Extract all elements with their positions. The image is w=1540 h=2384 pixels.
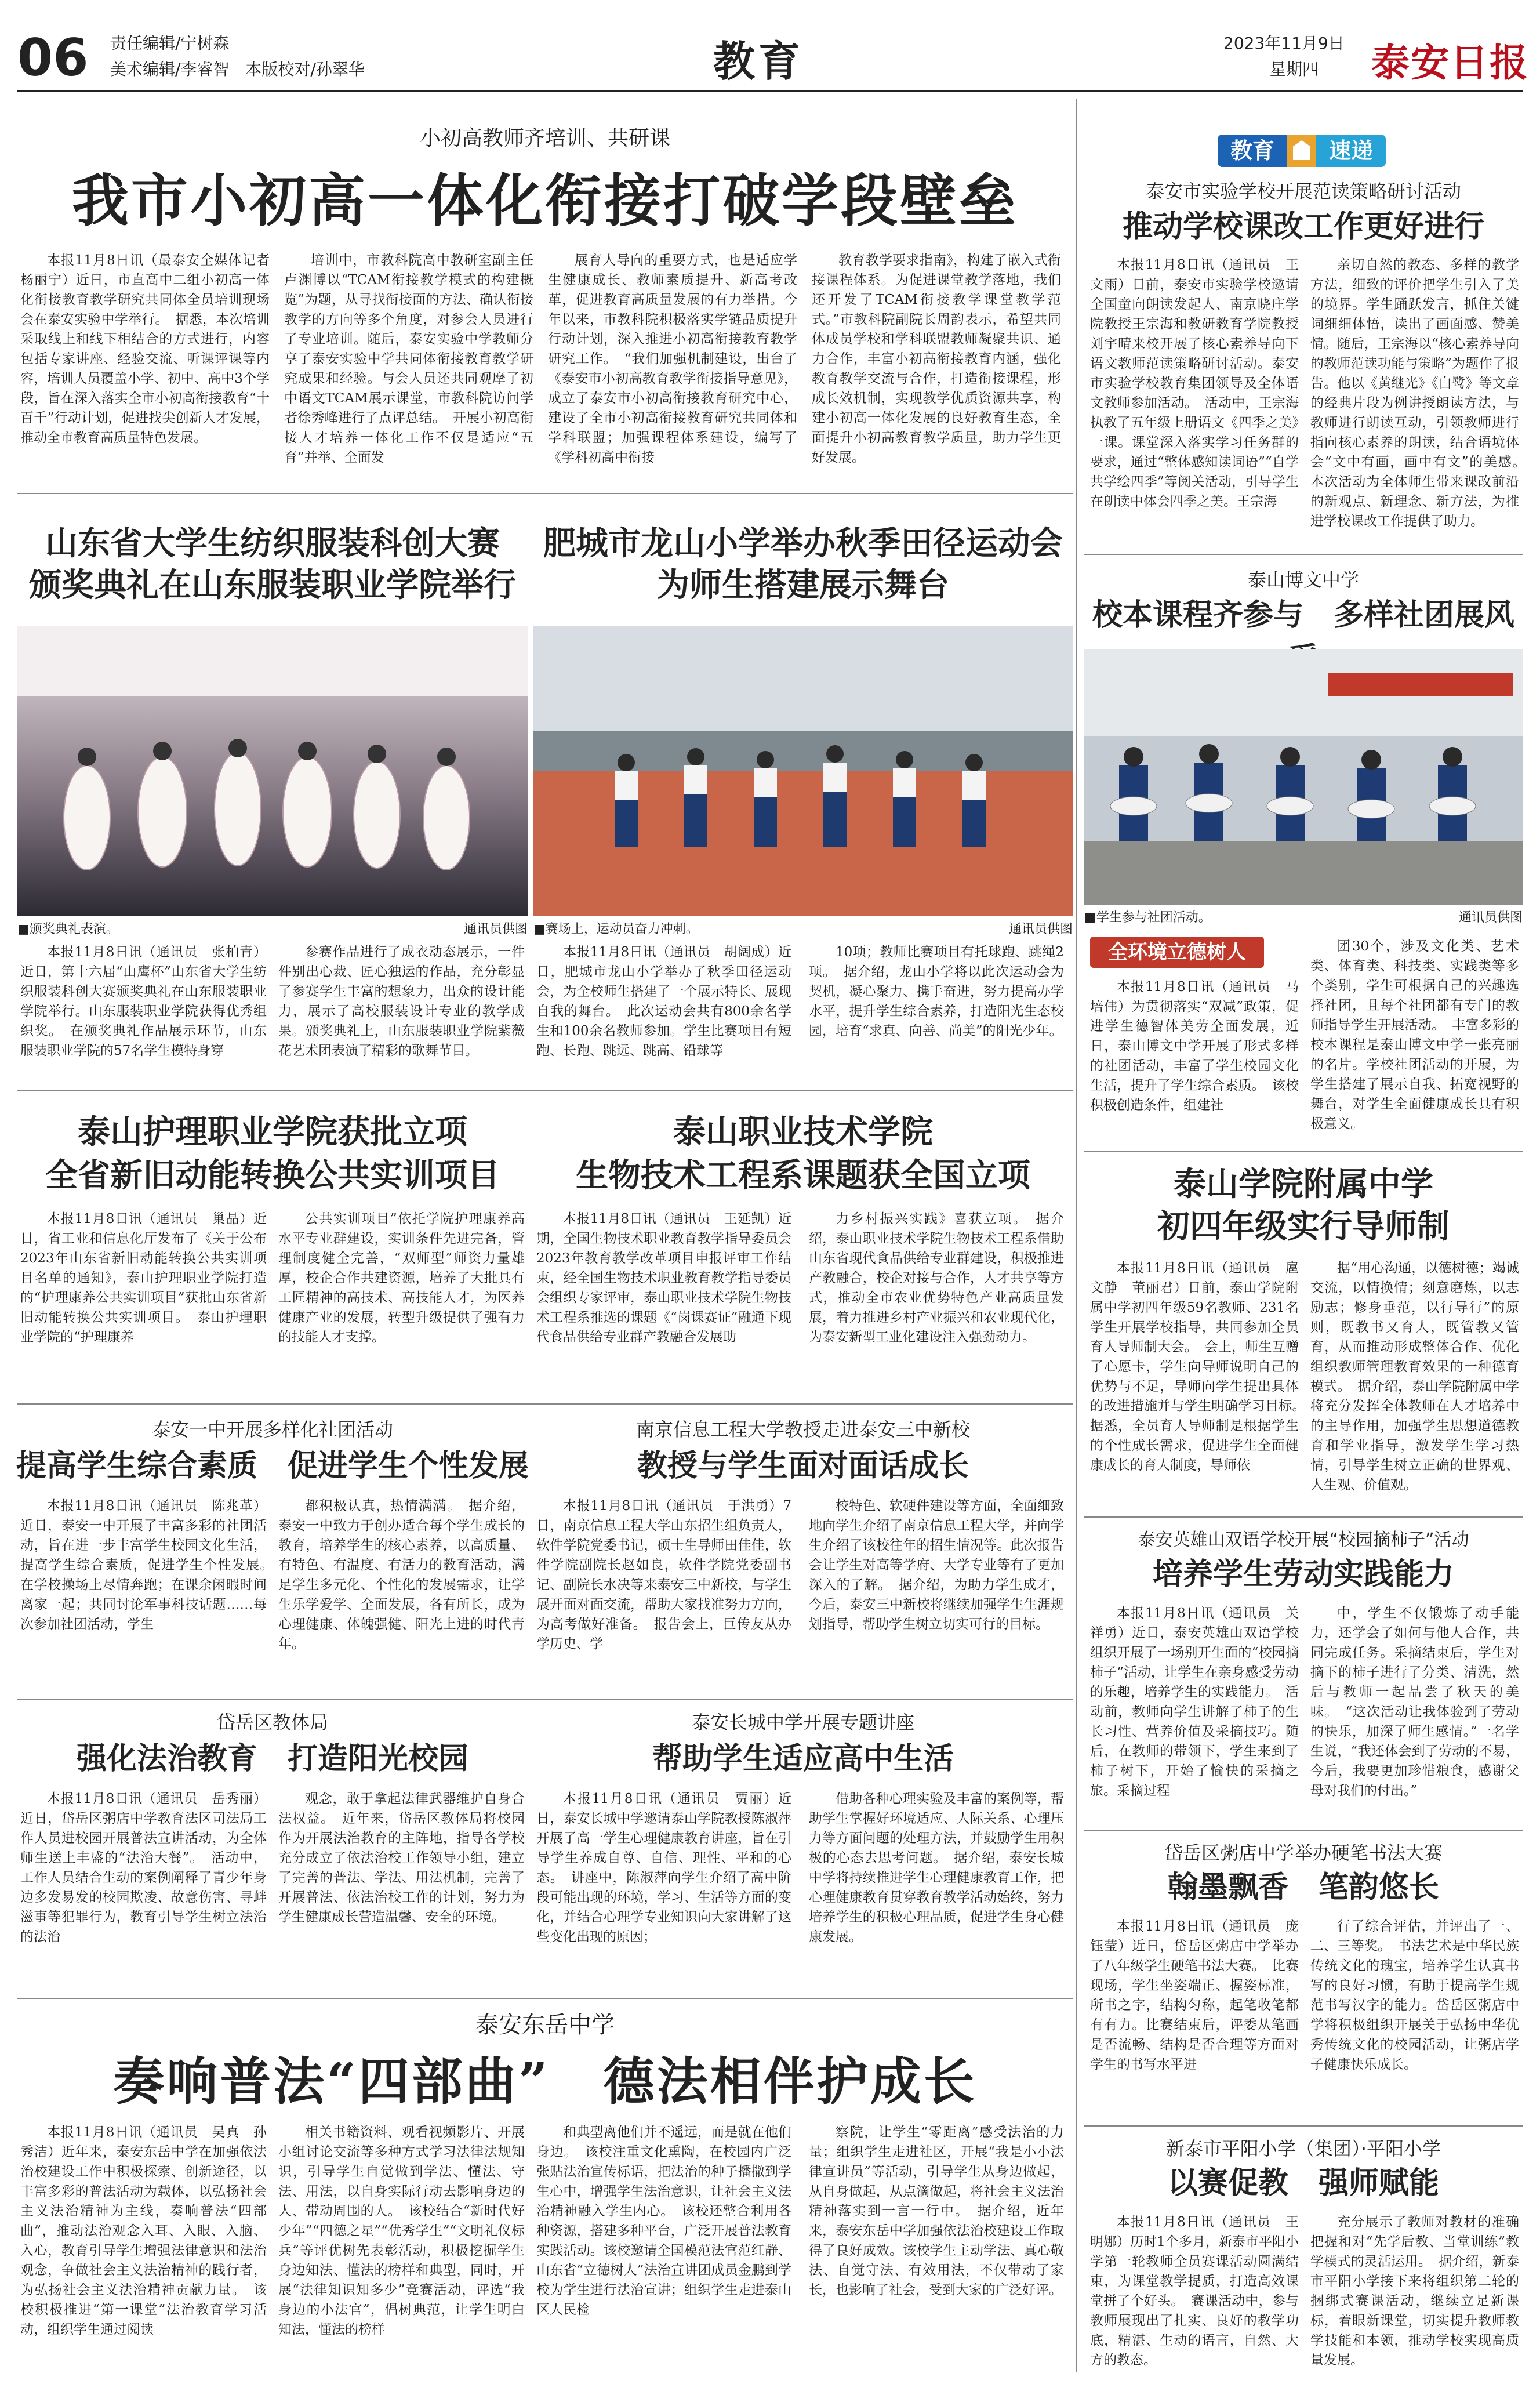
club-col-2: 都积极认真，热情满满。 据介绍，泰安一中致力于创办适合每个学生成长的教育，培养学生的核心素养，以高质量、有特色、有温度、有活力的教育活动，满足学生多元化、个性化的发展需求，让学生乐学爱学、全面发展，各有所长，成为心理健康、体魄强健、阳光上进的时代青年。 — [278, 1498, 525, 1652]
nursing-col-2: 公共实训项目”依托学院护理康养高水平专业群建设，实训条件先进完备，管理制度健全完善，“双师型”师资力量雄厚，校企合作共建资源，培养了大批具有工匠精神的高技术、高技能人才，为医养健康产业的发展，转型升级提供了强有力的技能人才支撑。 — [278, 1211, 525, 1345]
fashion-caption: ■颁奖典礼表演。 — [17, 922, 119, 937]
lead-col-4: 教育教学要求指南》，构建了嵌入式衔接课程体系。为促进课堂教学落地，我们还开发了TCAM衔接教学课堂教学范式。”市教科院副院长周韵表示，希望共同体成员学校和学科联盟教师凝聚共识、通力合作，丰富小初高衔接教育内涵，强化教育教学交流与合作，打造衔接课程，形成长效机制，实现教学优质资源共享，构建小初高一体化发展的良好教育生态，全面提升小初高教育教学质量，助力学生更好发展。 — [812, 253, 1061, 465]
club-headline: 提高学生综合素质 促进学生个性发展 — [16, 1448, 529, 1483]
sb2-col-2: 团30个，涉及文化类、艺术类、体育类、科技类、实践类等多个类别，学生可根据自己的兴趣选择社团，且每个社团都有专门的教师指导学生开展活动。 丰富多彩的校本课程是泰山博文中学一张亮丽的名片。学校社团活动的开展，为学生搭建了展示自我、拓宽视野的舞台，对学生全面健康成长具有积极意义。 — [1310, 939, 1519, 1131]
nanjing-headline: 教授与学生面对面话成长 — [637, 1448, 969, 1483]
vocational-headline-2: 生物技术工程系课题获全国立项 — [576, 1156, 1030, 1195]
sidebar-vline — [1076, 99, 1077, 2372]
lead-col-1: 本报11月8日讯（最泰安全媒体记者 杨丽宁）近日，市直高中二组小初高一体化衔接教育教学研究共同体全员培训现场会在泰安实验中学举行。 据悉，本次培训采取线上和线下相结合的方式进行，内容包括专家讲座、经验交流、听课评课等内容，培训人员覆盖小学、初中、高中3个学段，旨在深入落实全市小初高衔接教育“十百千”行动计划，促进找尖创新人才发展，推动全市教育高质量特色发展。 — [20, 253, 283, 445]
sb2-credit: 通讯员供图 — [1458, 910, 1523, 925]
sb5-col-2: 行了综合评估，并评出了一、二、三等奖。 书法艺术是中华民族传统文化的瑰宝，培养学生认真书写的良好习惯，有助于提高学生规范书写汉字的能力。岱岳区粥店中学将积极组织开展关于弘扬中华优秀传统文化的校园活动，让粥店学子健康快乐成长。 — [1310, 1919, 1519, 2072]
fashion-credit: 通讯员供图 — [463, 922, 528, 937]
sb5-headline: 翰墨飘香 笔韵悠长 — [1167, 1870, 1439, 1905]
greatwall-col-2: 借助各种心理实验及丰富的案例等，帮助学生掌握好环境适应、人际关系、心理压力等方面问题的处理方法，并鼓励学生用积极的心态去思考问题。 据介绍，泰安长城中学将持续推进学生心理健康教育工作，把心理健康教育贯穿教育教学活动始终，努力培养学生的积极心理品质，促进学生身心健康发展。 — [809, 1791, 1064, 1944]
nanjing-col-1: 本报11月8日讯（通讯员 于洪勇）7日，南京信息工程大学山东招生组负责人，软件学院党委书记，硕士生导师田佳佳，软件学院副院长赵如良，软件学院党委副书记、副院长水决等来泰安三中新校，与学生展开面对面交流，帮助大家找准努力方向，为高考做好准备。 报告会上，巨传友从办学历史、学 — [536, 1498, 791, 1652]
sb-divider-2 — [1084, 1151, 1523, 1152]
art-editor-credit: 美术编辑/李睿智 本版校对/孙翠华 — [110, 60, 365, 79]
row3-divider — [17, 1403, 1073, 1405]
dongyue-col-3: 和典型离他们并不遥远，而是就在他们身边。 该校注重文化熏陶，在校园内广泛张贴法治宣传标语，把法治的种子播撒到学生心中，增强学生法治意识，让社会主义法治精神融入学生内心。 该校还整合利用各种资源，搭建多种平台，广泛开展普法教育实践活动。该校邀请全国模范法官范红静、山东省“立德树人”法治宣讲团成员金鹏到学校为学生进行法治宣讲；组织学生走进泰山区人民检 — [536, 2125, 791, 2317]
lead-kicker: 小初高教师齐培训、共研课 — [419, 126, 670, 150]
longshan-col-1: 本报11月8日讯（通讯员 胡阔成）近日，肥城市龙山小学举办了秋季田径运动会，为全校师生搭建了一个展示特长、展现自我的舞台。 此次运动会共有800余名学生和100余名教师参加。学生比赛项目有短跑、长跑、跳远、跳高、铅球等 — [536, 945, 791, 1058]
issue-weekday: 星期四 — [1270, 60, 1319, 79]
sb4-col-1: 本报11月8日讯（通讯员 关祥勇）近日，泰安英雄山双语学校组织开展了一场别开生面的“校园摘柿子”活动，让学生在亲身感受劳动的乐趣，培养学生的实践能力。 活动前，教师向学生讲解了柿子的生长习性、营养价值及采摘技巧。随后，在教师的带领下，学生来到了柿子树下，开始了愉快的采摘之旅。采摘过程 — [1090, 1606, 1299, 1798]
sb4-kicker: 泰安英雄山双语学校开展“校园摘柿子”活动 — [1138, 1530, 1469, 1550]
page-number: 06 — [17, 28, 89, 88]
fashion-col-1: 本报11月8日讯（通讯员 张柏青）近日，第十六届“山鹰杯”山东省大学生纺织服装科创大赛颁奖典礼在山东服装职业学院举行。山东服装职业学院获得优秀组织奖。 在颁奖典礼作品展示环节，山东服装职业学院的57名学生模特身穿 — [20, 945, 267, 1058]
fashion-headline-2: 颁奖典礼在山东服装职业学院举行 — [29, 566, 516, 604]
law-col-1: 本报11月8日讯（通讯员 岳秀丽）近日，岱岳区粥店中学教育法区司法局工作人员进校园开展普法宣讲活动，为全体师生送上丰盛的“法治大餐”。 活动中，工作人员结合生动的案例阐释了青少年身边多发易发的校园欺凌、故意伤害、寻衅滋事等犯罪行为，教育引导学生树立法治的法治 — [20, 1791, 267, 1944]
longshan-credit: 通讯员供图 — [1008, 922, 1073, 937]
sb2-kicker: 泰山博文中学 — [1247, 569, 1359, 591]
edu-news-badge-right: 速递 — [1316, 135, 1386, 167]
sb3-col-1: 本报11月8日讯（通讯员 扈文静 董丽君）日前，泰山学院附属中学初四年级59名教师、231名学生开展学校指导，共同参加全员育人导师制大会。 会上，师生互赠了心愿卡，学生向导师说明自己的优势与不足，导师向学生提出具体的改进措施并与学生明确学习目标。 据悉，全员育人导师制是根据学生的个性成长需求，促进学生全面健康成长的育人制度，导师依 — [1090, 1261, 1312, 1473]
sb3-headline-2: 初四年级实行导师制 — [1157, 1207, 1450, 1246]
sb2-caption: ■学生参与社团活动。 — [1084, 910, 1211, 925]
dongyue-kicker: 泰安东岳中学 — [475, 2012, 615, 2038]
lead-col-3: 展育人导向的重要方式，也是适应学生健康成长、教师素质提升、新高考改革，促进教育高质量发展的有力举措。今年以来，市教科院积极落实学链品质提升行动计划，深入推进小初高衔接教育教学研究工作。 “我们加强机制建设，出台了《泰安市小初高教育教学衔接指导意见》，成立了泰安市小初高衔接教育研究中心，建设了全市小初高衔接教育研究共同体和学科联盟；加强课程体系建设，编写了《学科初高中衔接 — [548, 253, 797, 465]
club-kicker: 泰安一中开展多样化社团活动 — [151, 1418, 393, 1440]
nursing-headline-1: 泰山护理职业学院获批立项 — [78, 1113, 467, 1151]
greatwall-col-1: 本报11月8日讯（通讯员 贾丽）近日，泰安长城中学邀请泰山学院教授陈淑萍开展了高一学生心理健康教育讲座，旨在引导学生养成自尊、自信、理性、平和的心态。 讲座中，陈淑萍向学生介绍了高中阶段可能出现的环境，学习、生活等方面的变化，并结合心理学专业知识向大家讲解了这些变化出现的原因； — [536, 1791, 791, 1944]
sb1-headline: 推动学校课改工作更好进行 — [1122, 209, 1484, 244]
header-rule — [17, 90, 1523, 92]
sb2-banner: 全环境立德树人 — [1090, 937, 1264, 968]
longshan-headline-2: 为师生搭建展示舞台 — [657, 566, 949, 604]
nursing-headline-2: 全省新旧动能转换公共实训项目 — [45, 1156, 500, 1195]
sb6-kicker: 新泰市平阳小学（集团）·平阳小学 — [1165, 2138, 1441, 2160]
fashion-col-2: 参赛作品进行了成衣动态展示，一件件别出心裁、匠心独运的作品，充分彰显了参赛学生丰富的想象力，出众的设计能力，展示了高校服装设计专业的教学成果。颁奖典礼上，山东服装职业学院紫薇花艺术团表演了精彩的歌舞节目。 — [278, 945, 525, 1058]
law-headline: 强化法治教育 打造阳光校园 — [76, 1741, 468, 1776]
issue-date: 2023年11月9日 — [1223, 34, 1345, 53]
edu-news-badge-icon — [1287, 135, 1316, 167]
row2-divider — [17, 1090, 1073, 1091]
law-kicker: 岱岳区教体局 — [216, 1711, 328, 1733]
sb-divider-5 — [1084, 2125, 1523, 2127]
fashion-headline-1: 山东省大学生纺织服装科创大赛 — [45, 524, 500, 563]
sb1-col-1: 本报11月8日讯（通讯员 王文雨）日前，泰安市实验学校邀请全国童向朗读发起人、南京晓庄学院教授王宗海和教研教育学院教授刘宇晴来校开展了核心素养导向下语文教师范读策略研讨活动。泰安市实验学校教育集团领导及全体语文教师参加活动。 活动中，王宗海执教了五年级上册语文《四季之美》一课。课堂深入落实学习任务群的要求，通过“整体感知读词语”“自学共学绘四季”等阅关活动，引导学生在朗读中体会四季之美。王宗海 — [1090, 257, 1299, 509]
lead-col-2: 培训中，市教科院高中教研室副主任卢渊博以“TCAM衔接教学模式的构建概览”为题，从寻找衔接面的方法、确认衔接教学的方向等多个角度，对参会人员进行了专业培训。随后，泰安实验中学教师分享了泰安实验中学共同体衔接教育教学研究成果和经验。与会人员还共同观摩了初中语文TCAM展示课堂，市教科院访问学者徐秀峰进行了点评总结。 开展小初高衔接人才培养一体化工作不仅是适应“五育”并举、全面发 — [284, 253, 533, 465]
vocational-col-2: 力乡村振兴实践》喜获立项。 据介绍，泰山职业技术学院生物技术工程系借助山东省现代食品供给专业群建设，积极推进产教融合，校企对接与合作，人才共享等方式，推动全市农业优势特色产业高质量发展，着力推进乡村产业振兴和农业现代化，为泰安新型工业化建设注入强劲动力。 — [809, 1211, 1064, 1345]
greatwall-kicker: 泰安长城中学开展专题讲座 — [691, 1711, 914, 1733]
row4-divider — [17, 1699, 1073, 1700]
sb-divider-3 — [1084, 1516, 1523, 1518]
sb-divider-4 — [1084, 1830, 1523, 1831]
dongyue-col-4: 察院，让学生“零距离”感受法治的力量；组织学生走进社区，开展“我是小小法律宣讲员”等活动，引导学生从身边做起，从自身做起，从点滴做起，将社会主义法治精神落实到一言一行中。 据介绍，近年来，泰安东岳中学加强依法治校建设工作取得了良好成效。该校学生主动学法、真心敬法、自觉守法、有效用法，不仅带动了家长，也影响了社会，受到大家的广泛好评。 — [809, 2125, 1064, 2298]
club-col-1: 本报11月8日讯（通讯员 陈兆革）近日，泰安一中开展了丰富多彩的社团活动，旨在进一步丰富学生校园文化生活，提高学生综合素质，促进学生个性发展。 在学校操场上尽情奔跑；在课余闲暇时间离家一起；共同讨论军事科技话题……每次参加社团活动，学生 — [20, 1498, 280, 1632]
sb6-col-2: 充分展示了教师对教材的准确把握和对“先学后教、当堂训练”教学模式的灵活运用。 据介绍，新泰市平阳小学接下来将组织第二轮的捆绑式赛课活动，继续立足新课标，着眼新课堂，切实提升教师教学技能和本领，推动学校实现高质量发展。 — [1310, 2215, 1519, 2368]
sb-divider-1 — [1084, 554, 1523, 555]
sb5-kicker: 岱岳区粥店中学举办硬笔书法大赛 — [1164, 1842, 1443, 1864]
longshan-col-2: 10项；教师比赛项目有托球跑、跳绳2项。 据介绍，龙山小学将以此次运动会为契机，凝心聚力、携手奋进，努力提高办学水平，提升学生综合素养，打造阳光生态校园，培育“求真、向善、尚美”的阳光少年。 — [809, 945, 1064, 1039]
sb2-headline: 校本课程齐参与 多样社团展风 — [1092, 597, 1514, 633]
sb6-headline: 以赛促教 强师赋能 — [1167, 2165, 1439, 2201]
sb5-col-1: 本报11月8日讯（通讯员 庞钰莹）近日，岱岳区粥店中学举办了八年级学生硬笔书法大赛。 比赛现场，学生坐姿端正、握姿标准，所书之字，结构匀称，起笔收笔都有有力。比赛结束后，评委从笔画是否流畅、结构是否合理等方面对学生的书写水平进 — [1090, 1919, 1299, 2072]
sb3-col-2: 据“用心沟通，以德树德；竭诚交流，以情换情；刻意磨炼，以志励志；修身垂范，以行导行”的原则，既教书又育人，既管教又管育，从而推动形成整体合作、优化组织教师管理教育效果的一种德育模式。 据介绍，泰山学院附属中学将充分发挥全体教师在人才培养中的主导作用，加强学生思想道德教育和学业指导，激发学生学习热情，引导学生树立正确的世界观、人生观、价值观。 — [1310, 1261, 1519, 1493]
sb2-photo — [1084, 649, 1523, 905]
vocational-col-1: 本报11月8日讯（通讯员 王延凯）近期，全国生物技术职业教育教学指导委员会2023年教育教学改革项目申报评审工作结束，经全国生物技术职业教育教学指导委员会组织专家评审，泰山职业技术学院生物技术工程系推选的课题《“岗课赛证”融通下现代食品供给专业群产教融合发展助 — [536, 1211, 791, 1345]
nursing-col-1: 本报11月8日讯（通讯员 巢晶）近日，省工业和信息化厅发布了《关于公布2023年山东省新旧动能转换公共实训项目名单的通知》，泰山护理职业学院打造的“护理康养公共实训项目”获批山东省新旧动能转换公共实训项目。 泰山护理职业学院的“护理康养 — [20, 1211, 267, 1345]
vocational-headline-1: 泰山职业技术学院 — [673, 1113, 933, 1151]
edu-news-badge-left: 教育 — [1218, 135, 1287, 167]
editor-credit: 责任编辑/宁树森 — [110, 34, 230, 53]
section-title: 教育 — [713, 37, 804, 86]
sb4-headline: 培养学生劳动实践能力 — [1152, 1556, 1454, 1592]
sb4-col-2: 中，学生不仅锻炼了动手能力，还学会了如何与他人合作，共同完成任务。采摘结束后，学生对摘下的柿子进行了分类、清洗，然后与教师一起品尝了秋天的美味。 “这次活动让我体验到了劳动的快乐，加深了师生感情。”一名学生说，“我还体会到了劳动的不易，今后，我要更加珍惜粮食，感谢父母对我们的付出。” — [1310, 1606, 1519, 1798]
longshan-caption: ■赛场上，运动员奋力冲刺。 — [533, 922, 699, 937]
fashion-photo — [17, 626, 528, 916]
nanjing-col-2: 校特色、软硬件建设等方面，全面细致地向学生介绍了南京信息工程大学，并向学生介绍了该校往年的招生情况等。此次报告会让学生对高等学府、大学专业等有了更加深入的了解。 据介绍，为助力学生成才，今后，泰安三中新校将继续加强学生生涯规划指导，帮助学生树立切实可行的目标。 — [809, 1498, 1064, 1632]
sb3-headline-1: 泰山学院附属中学 — [1174, 1165, 1433, 1203]
row5-divider — [17, 1998, 1073, 1999]
dongyue-col-2: 相关书籍资料、观看视频影片、开展小组讨论交流等多种方式学习法律法规知识，引导学生自觉做到学法、懂法、守法、用法，以自身实际行动去影响身边的人、带动周围的人。 该校结合“新时代好少年”“四德之星”“优秀学生”“文明礼仪标兵”等评优树先表彰活动，积极挖掘学生身边知法、懂法的榜样和典型，同时，开展“法律知识知多少”竞赛活动，评选“我身边的小法官”，倡树典范，让学生明白知法，懂法的榜样 — [278, 2125, 525, 2337]
sb1-kicker: 泰安市实验学校开展范读策略研讨活动 — [1145, 180, 1461, 202]
law-col-2: 观念，敢于拿起法律武器维护自身合法权益。 近年来，岱岳区教体局将校园作为开展法治教育的主阵地，指导各学校充分成立了依法治校工作领导小组，建立了完善的普法、学法、用法机制，完善了开展普法、依法治校工作的计划，努力为学生健康成长营造温馨、安全的环境。 — [278, 1791, 525, 1925]
longshan-headline-1: 肥城市龙山小学举办秋季田径运动会 — [543, 524, 1063, 563]
sb2-col-1: 本报11月8日讯（通讯员 马培伟）为贯彻落实“双减”政策，促进学生德智体美劳全面发展，近日，泰山博文中学开展了形式多样的社团活动，丰富了学生校园文化生活，提升了学生综合素质。 该校积极创造条件，组建社 — [1090, 979, 1299, 1113]
greatwall-headline: 帮助学生适应高中生活 — [652, 1741, 954, 1776]
sb6-col-1: 本报11月8日讯（通讯员 王明娜）历时1个多月，新泰市平阳小学第一轮教师全员赛课活动圆满结束，为课堂教学提质，打造高效课堂拼了个好头。 赛课活动中，参与教师展现出了扎实、良好的教学功底，精湛、生动的语言，自然、大方的教态。 — [1090, 2215, 1299, 2368]
sb1-col-2: 亲切自然的教态、多样的教学方法，细致的评价把学生引入了美的境界。学生踊跃发言，抓住关键词细细体悟，读出了画面感、赞美情。随后，王宗海以“核心素养导向的教师范读功能与策略”为题作了报告。他以《黄继光》《白鹭》等文章的经典片段为例讲授朗读方法，与教师进行朗读互动，引领教师进行指向核心素养的朗读，结合语境体会“文中有画，画中有文”的美感。 本次活动为全体师生带来课改前沿的新观点、新理念、新方法，为推进学校课改工作提供了助力。 — [1310, 257, 1532, 529]
dongyue-headline: 奏响普法“四部曲” 德法相伴护成长 — [113, 2051, 977, 2111]
newspaper-logo: 泰安日报 — [1371, 40, 1529, 85]
longshan-photo — [533, 626, 1073, 916]
lead-divider — [17, 493, 1073, 494]
dongyue-col-1: 本报11月8日讯（通讯员 吴真 孙秀洁）近年来，泰安东岳中学在加强依法治校建设工作中积极探索、创新途径，以丰富多彩的普法活动为载体，以弘扬社会主义法治精神为主线，奏响普法“四部曲”，推动法治观念入耳、入眼、入脑、入心，教育引导学生增强法律意识和法治观念，争做社会主义法治精神的践行者，为弘扬社会主义法治精神贡献力量。 该校积极推进“第一课堂”法治教育学习活动，组织学生通过阅读 — [20, 2125, 267, 2337]
nanjing-kicker: 南京信息工程大学教授走进泰安三中新校 — [635, 1418, 970, 1440]
lead-headline: 我市小初高一体化衔接打破学段壁垒 — [71, 168, 1018, 234]
